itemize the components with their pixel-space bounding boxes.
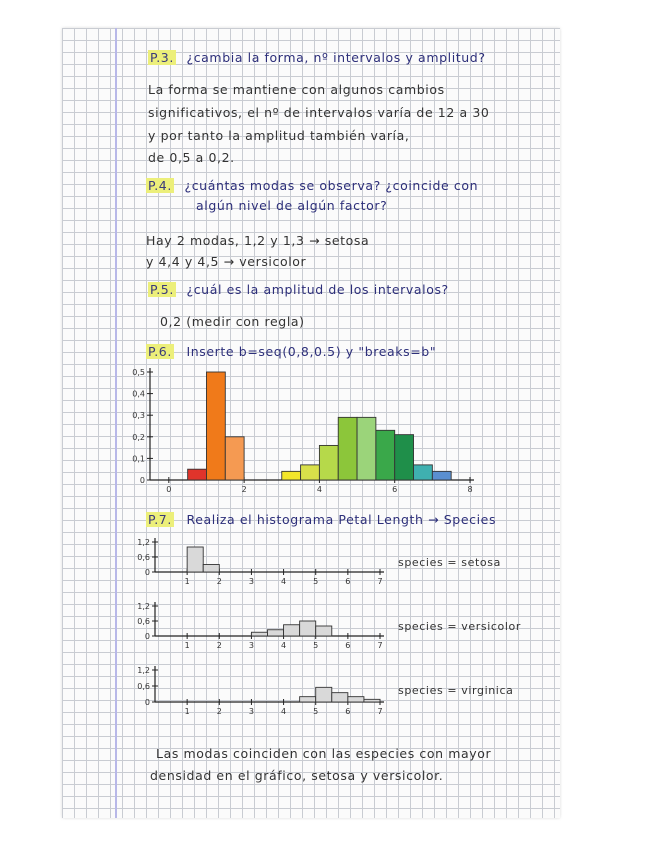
y-tick-label: 0 — [144, 632, 150, 641]
histogram-bar — [332, 693, 348, 702]
x-tick-label: 5 — [313, 641, 319, 650]
histogram-bar — [301, 465, 320, 480]
histogram-virginica — [125, 662, 395, 722]
p3-answer-line-4: de 0,5 a 0,2. — [148, 150, 235, 165]
p7-label: P.7. — [148, 512, 172, 527]
p7-footer-line-1: Las modas coinciden con las especies con mayor — [156, 746, 492, 761]
x-tick-label: 7 — [377, 577, 383, 586]
x-tick-label: 2 — [216, 577, 222, 586]
histogram-bar — [395, 435, 414, 480]
x-tick-label: 3 — [248, 641, 254, 650]
p6-heading — [146, 344, 436, 359]
p3-answer-line-3: y por tanto la amplitud también varía, — [148, 128, 410, 143]
label-setosa: species = setosa — [398, 556, 501, 569]
x-tick-label: 4 — [281, 577, 287, 586]
histogram-bar — [188, 469, 207, 480]
p7-footer-line-2: densidad en el gráfico, setosa y versicolor. — [150, 768, 444, 783]
margin-line — [115, 28, 117, 818]
y-tick-label: 0,1 — [132, 454, 145, 464]
p3-label: P.3. — [150, 50, 174, 65]
histogram-bar — [316, 687, 332, 702]
x-tick-label: 2 — [241, 485, 247, 494]
histogram-bar — [376, 430, 395, 480]
histogram-bar — [284, 625, 300, 636]
histogram-bar — [203, 565, 219, 573]
histogram-bar — [316, 626, 332, 636]
label-versicolor: species = versicolor — [398, 620, 521, 633]
p5-label: P.5. — [150, 282, 174, 297]
p5-heading — [148, 282, 449, 297]
histogram-bar — [364, 699, 380, 702]
histogram-bar — [338, 417, 357, 480]
histogram-all-species — [120, 362, 500, 502]
histogram-bar — [206, 372, 225, 480]
p7-heading — [146, 512, 496, 527]
histogram-bar — [319, 445, 338, 480]
p3-question: ¿cambia la forma, nº intervalos y amplitud? — [186, 50, 486, 65]
histogram-bar — [187, 547, 203, 572]
histogram-bar — [300, 621, 316, 636]
x-tick-label: 4 — [316, 485, 322, 494]
x-tick-label: 4 — [281, 641, 287, 650]
histogram-bar — [251, 632, 267, 636]
x-tick-label: 2 — [216, 707, 222, 716]
histogram-bar — [225, 437, 244, 480]
x-tick-label: 3 — [248, 577, 254, 586]
x-tick-label: 5 — [313, 577, 319, 586]
p4-heading — [146, 178, 478, 193]
p5-answer: 0,2 (medir con regla) — [160, 314, 305, 329]
histogram-bar — [282, 471, 301, 480]
x-tick-label: 1 — [184, 641, 190, 650]
y-tick-label: 0,6 — [137, 553, 150, 562]
p5-question: ¿cuál es la amplitud de los intervalos? — [186, 282, 449, 297]
y-tick-label: 1,2 — [137, 538, 150, 547]
p6-label: P.6. — [148, 344, 172, 359]
x-tick-label: 6 — [345, 707, 351, 716]
histogram-versicolor — [125, 598, 395, 656]
x-tick-label: 7 — [377, 707, 383, 716]
p7-question: Realiza el histograma Petal Length → Species — [186, 512, 497, 527]
p4-question-line-1: ¿cuántas modas se observa? ¿coincide con — [184, 178, 479, 193]
label-virginica: species = virginica — [398, 684, 514, 697]
x-tick-label: 6 — [345, 641, 351, 650]
x-tick-label: 4 — [281, 707, 287, 716]
histogram-bar — [414, 465, 433, 480]
y-tick-label: 0,5 — [132, 368, 145, 377]
p4-answer-line-2: y 4,4 y 4,5 → versicolor — [146, 254, 307, 269]
y-tick-label: 0,6 — [137, 617, 150, 626]
histogram-bar — [432, 471, 451, 480]
p3-heading — [148, 50, 486, 65]
x-tick-label: 6 — [345, 577, 351, 586]
y-tick-label: 0,4 — [132, 389, 145, 399]
y-tick-label: 0 — [144, 698, 150, 707]
p4-question-line-2: algún nivel de algún factor? — [196, 198, 388, 213]
p4-answer-line-1: Hay 2 modas, 1,2 y 1,3 → setosa — [146, 233, 370, 248]
x-tick-label: 5 — [313, 707, 319, 716]
x-tick-label: 1 — [184, 577, 190, 586]
x-tick-label: 8 — [467, 485, 473, 494]
x-tick-label: 0 — [166, 485, 172, 494]
x-tick-label: 6 — [392, 485, 398, 494]
x-tick-label: 2 — [216, 641, 222, 650]
y-tick-label: 0,3 — [132, 411, 145, 421]
p6-question: Inserte b=seq(0,8,0.5) y "breaks=b" — [186, 344, 437, 359]
p4-label: P.4. — [148, 178, 172, 193]
histogram-bar — [300, 697, 316, 702]
y-tick-label: 0 — [139, 476, 145, 485]
histogram-bar — [348, 697, 364, 702]
x-tick-label: 3 — [248, 707, 254, 716]
p3-answer-line-1: La forma se mantiene con algunos cambios — [148, 82, 445, 97]
x-tick-label: 1 — [184, 707, 190, 716]
y-tick-label: 0 — [144, 568, 150, 577]
y-tick-label: 0,6 — [137, 682, 150, 691]
y-tick-label: 0,2 — [132, 432, 145, 442]
y-tick-label: 1,2 — [137, 602, 150, 611]
x-tick-label: 7 — [377, 641, 383, 650]
histogram-setosa — [125, 534, 395, 592]
histogram-bar — [268, 630, 284, 636]
y-tick-label: 1,2 — [137, 666, 150, 675]
p3-answer-line-2: significativos, el nº de intervalos varía de 12 a 30 — [148, 105, 490, 120]
histogram-bar — [357, 417, 376, 480]
